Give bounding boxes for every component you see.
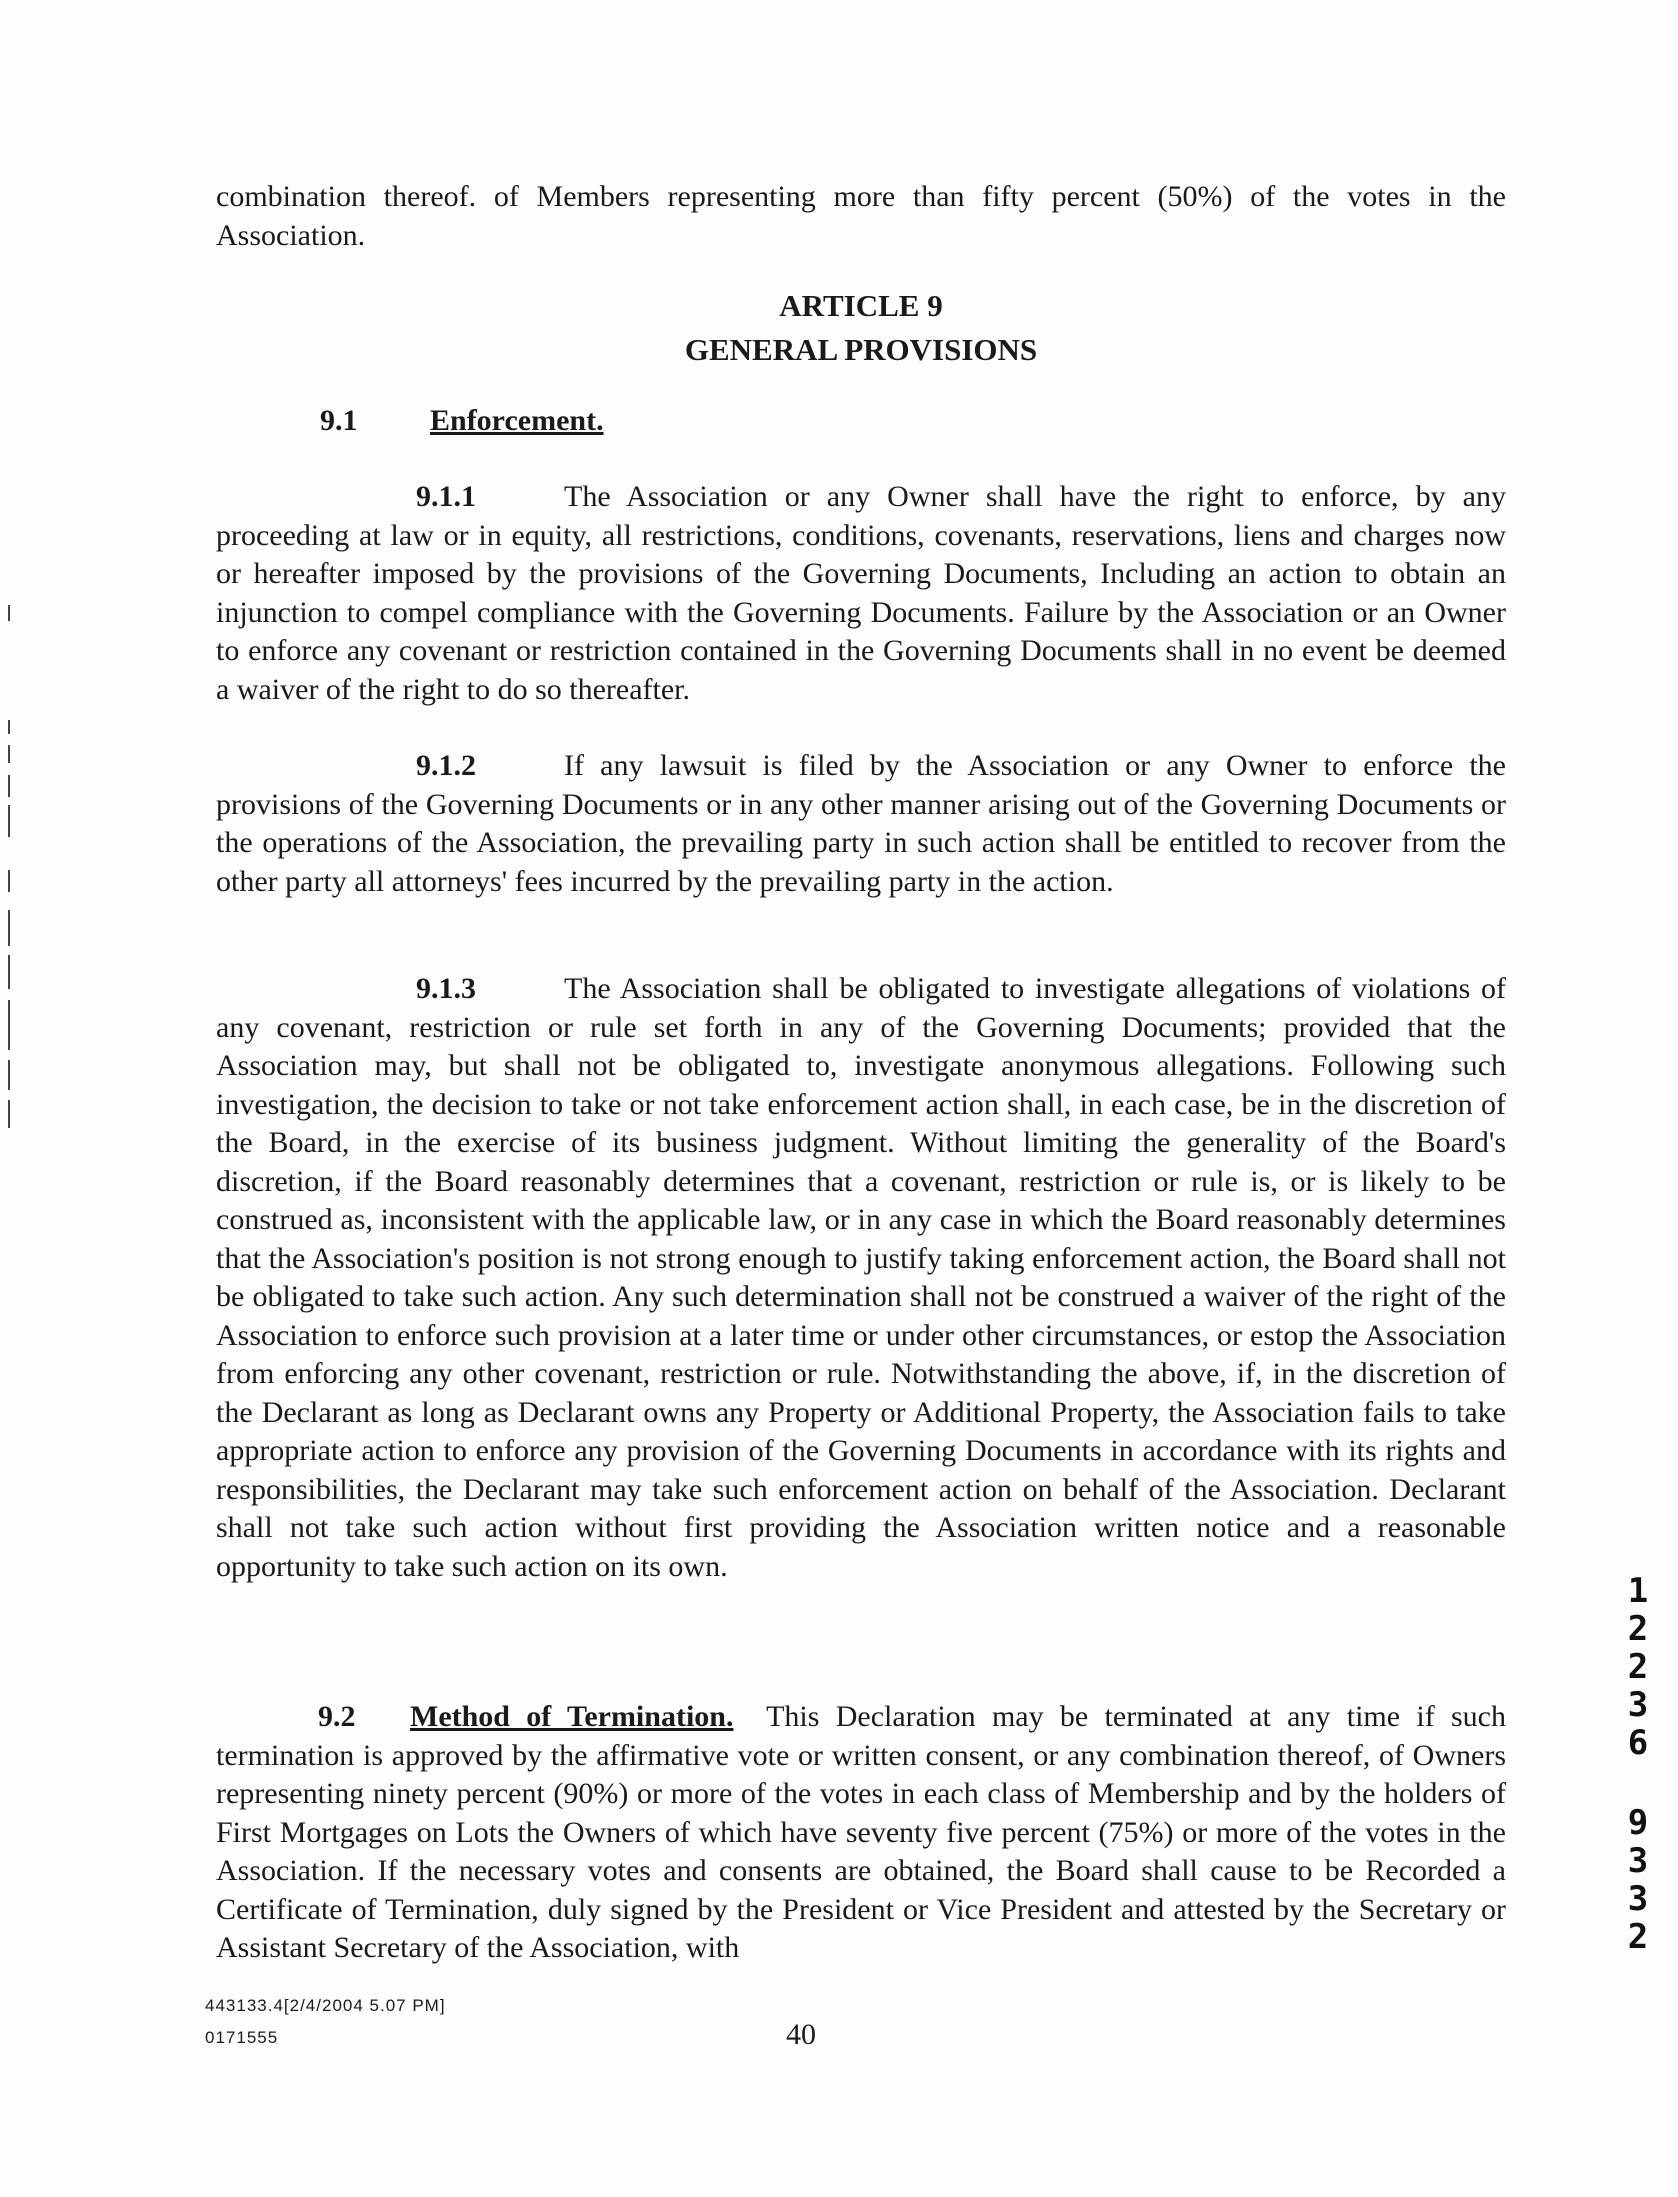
section-title: Enforcement.: [430, 404, 604, 437]
subsection-9-1-1: [216, 478, 1506, 709]
section-text: This Declaration may be terminated at any time if such termination is approved by the affirmative vote or written consent, or any combination thereof, of Owners representing ninety percent (90%) or more of the votes in each class of Membership and by the holders of First Mortgages on Lots the Owners of which have seventy five percent (75%) or more of the votes in the Association. If the necessary votes and consents are obtained, the Board shall cause to be Recorded a Certificate of Termination, duly signed by the President or Vice President and attested by the Secretary or Assistant Secretary of the Association, with: [216, 1700, 1506, 1964]
margin-change-bar: [8, 1000, 10, 1050]
recording-stamp: [1618, 1572, 1658, 1956]
subsection-text: The Association shall be obligated to investigate allegations of violations of any covenant, restriction or rule set forth in any of the Governing Documents; provided that the Association may, but shall not be obligated to, investigate anonymous allegations. Following such investigation, the decision to take or not take enforcement action shall, in each case, be in the discretion of the Board, in the exercise of its business judgment. Without limiting the generality of the Board's discretion, if the Board reasonably determines that a covenant, restriction or rule is, or is likely to be construed as, inconsistent with the applicable law, or in any case in which the Board reasonably determines that the Association's position is not strong enough to justify taking enforcement action, the Board shall not be obligated to take such action. Any such determination shall not be construed a waiver of the right of the Association to enforce such provision at a later time or under other circumstances, or estop the Association from enforcing any other covenant, restriction or rule. Notwithstanding the above, if, in the discretion of the Declarant as long as Declarant owns any Property or Additional Property, the Association fails to take appropriate action to enforce any provision of the Governing Documents in accordance with its rights and responsibilities, the Declarant may take such enforcement action on behalf of the Association. Declarant shall not take such action without first providing the Association written notice and a reasonable opportunity to take such action on its own.: [216, 972, 1506, 1583]
margin-change-bar: [8, 1060, 10, 1090]
stamp-digit: 2: [1627, 1647, 1649, 1687]
margin-change-bar: [8, 955, 10, 989]
stamp-digit: 3: [1627, 1841, 1649, 1881]
article-number: ARTICLE 9: [779, 288, 943, 323]
margin-change-bar: [8, 910, 10, 946]
article-title: GENERAL PROVISIONS: [684, 332, 1038, 367]
subsection-number: 9.1.1: [416, 480, 476, 513]
subsection-9-1-3: [216, 970, 1506, 1586]
section-number: 9.2: [318, 1700, 356, 1733]
stamp-digit: 1: [1627, 1571, 1649, 1611]
stamp-digit: 3: [1627, 1685, 1649, 1725]
footer-doc-ref: 443133.4[2/4/2004 5.07 PM]: [205, 1996, 446, 2015]
section-9-1-heading: [320, 402, 604, 440]
margin-change-bar: [8, 805, 10, 837]
stamp-digit: 9: [1627, 1803, 1649, 1843]
margin-change-bar: [8, 1100, 10, 1128]
section-9-2: [216, 1698, 1506, 1968]
margin-change-bar: [8, 870, 10, 892]
subsection-text: If any lawsuit is filed by the Association or any Owner to enforce the provisions of the Governing Documents or in any other manner arising out of the Governing Documents or the operations of the Association, the prevailing party in such action shall be entitled to recover from the other party all attorneys' fees incurred by the prevailing party in the action.: [216, 749, 1506, 898]
stamp-digit: 3: [1627, 1879, 1649, 1919]
stamp-digit: 6: [1627, 1723, 1649, 1763]
stamp-digit: 2: [1627, 1609, 1649, 1649]
article-heading: [216, 284, 1506, 372]
subsection-text: The Association or any Owner shall have the right to enforce, by any proceeding at law or in equity, all restrictions, conditions, covenants, reservations, liens and charges now or hereafter imposed by the provisions of the Governing Documents, Including an action to obtain an injunction to compel compliance with the Governing Documents. Failure by the Association or an Owner to enforce any covenant or restriction contained in the Governing Documents shall in no event be deemed a waiver of the right to do so thereafter.: [216, 480, 1506, 706]
margin-change-bar: [8, 720, 10, 734]
margin-change-bar: [8, 745, 10, 763]
margin-change-bar: [8, 605, 10, 621]
stamp-digit: 2: [1627, 1917, 1649, 1957]
section-number: 9.1: [320, 404, 358, 437]
subsection-number: 9.1.2: [416, 749, 476, 782]
margin-change-bar: [8, 775, 10, 797]
footer-reference: [205, 1990, 446, 2054]
subsection-9-1-2: [216, 747, 1506, 901]
intro-text: combination thereof. of Members representing more than fifty percent (50%) of the votes in the Association.: [216, 180, 1506, 252]
section-title: Method of Termination.: [410, 1700, 734, 1733]
subsection-number: 9.1.3: [416, 972, 476, 1005]
intro-paragraph: [216, 178, 1506, 255]
page-number: 40: [786, 2018, 816, 2051]
footer-file-no: 0171555: [205, 2028, 279, 2047]
